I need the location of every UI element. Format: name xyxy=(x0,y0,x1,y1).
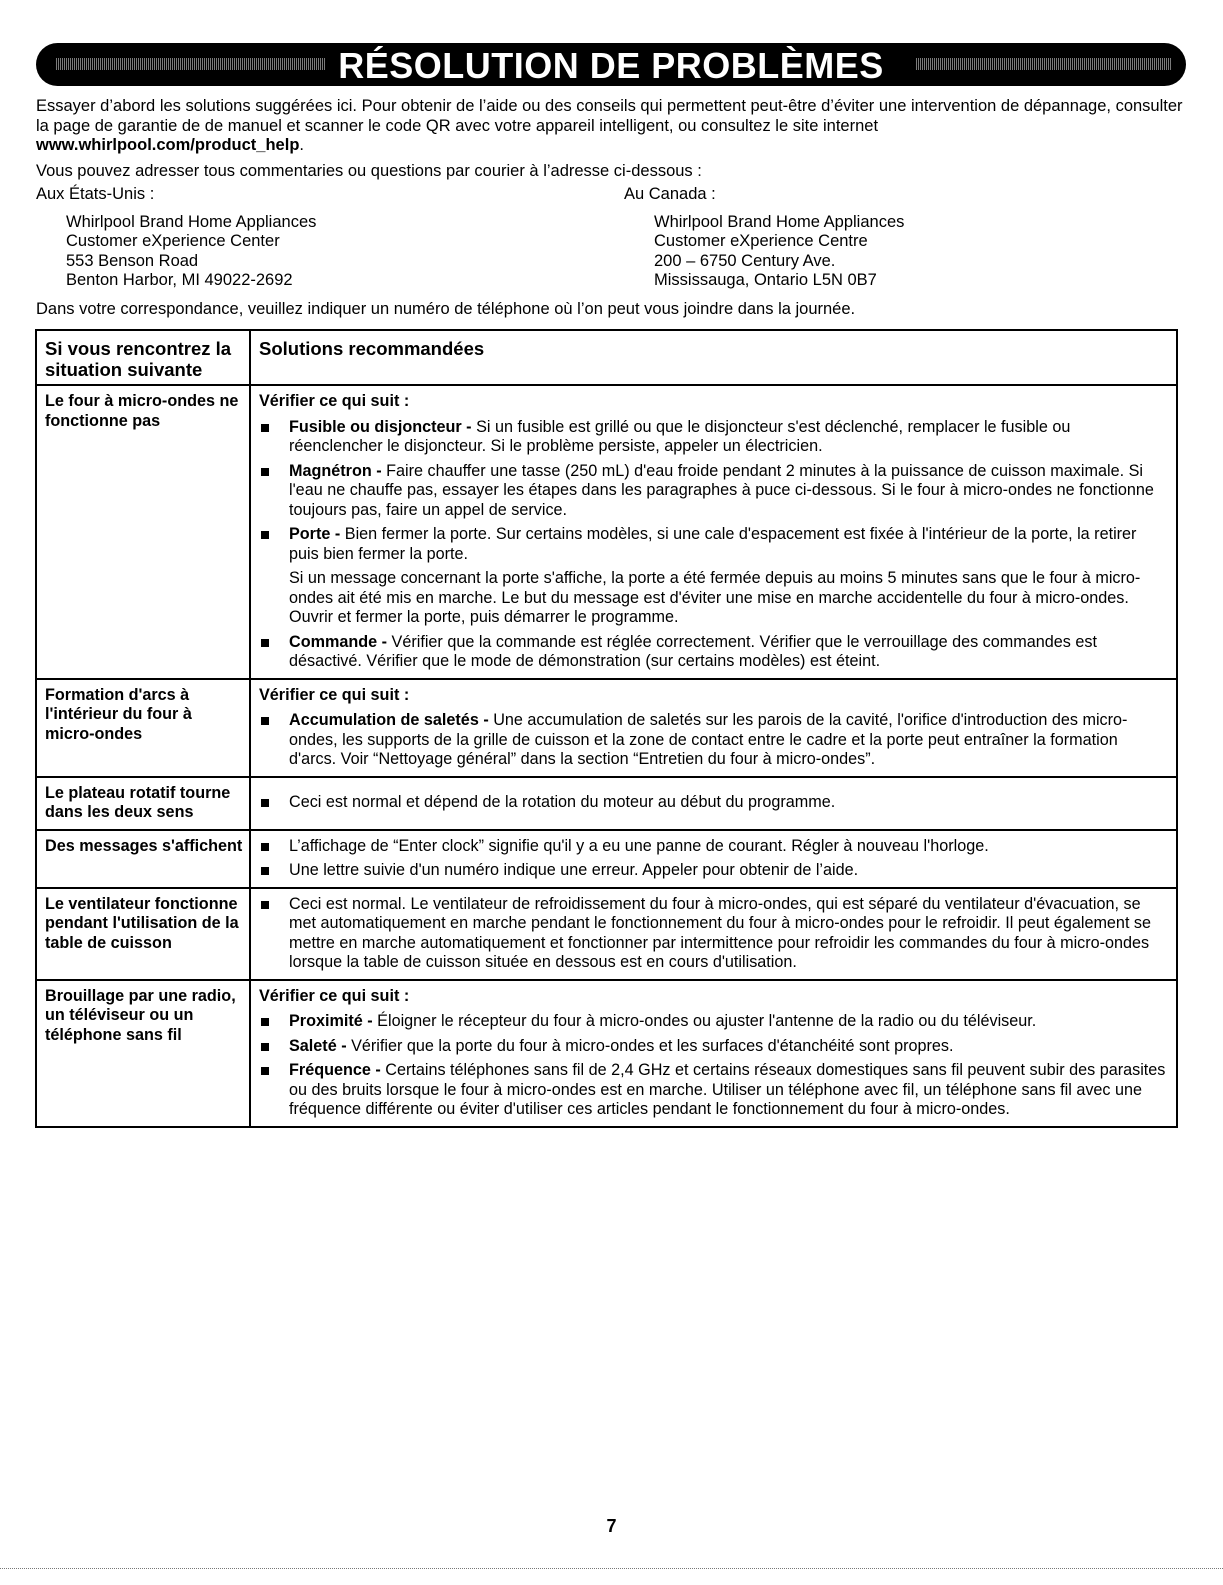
table-row xyxy=(36,830,1177,888)
item-text: Une accumulation de saletés sur les parois de la cavité, l'orifice d'introduction des micro-ondes, les supports de la grille de cuisson et la zone de contact entre le cadre et la porte peut entraîner la formation d'arcs. Voir “Nettoyage général” dans la section “Entretien du four à micro-ondes”. xyxy=(289,711,1128,768)
intro-paragraph: Essayer d’abord les solutions suggérées ici. Pour obtenir de l’aide ou des conseils qui permettent peut-être d’éviter une intervention de dépannage, consulter la page de garantie de de manuel et scanner le code QR avec votre appareil intelligent, ou consultez le site internet xyxy=(36,97,1183,135)
item-text: Ceci est normal. Le ventilateur de refroidissement du four à micro-ondes, qui est séparé du ventilateur d'évacuation, se met automatiquement en marche pendant le fonctionnement du four à micro-ondes pour le refroidir. Il peut également se mettre en marche automatiquement et fonctionner par intermittence pour refroidir les commandes du four à micro-ondes lorsque la table de cuisson située en dessous est en cours d'utilisation. xyxy=(289,894,1152,971)
solution-cell xyxy=(250,830,1177,888)
item-label: Commande - xyxy=(289,632,388,651)
item-text: Vérifier que la porte du four à micro-ondes et les surfaces d'étanchéité sont propres. xyxy=(351,1036,954,1055)
solution-cell xyxy=(250,777,1177,830)
page-title: RÉSOLUTION DE PROBLÈMES xyxy=(334,45,888,86)
list-item xyxy=(259,793,1168,813)
situation-cell: Le ventilateur fonctionne pendant l'utilisation de la table de cuisson xyxy=(36,888,250,980)
canada-address-lines xyxy=(654,213,904,291)
address-line: Customer eXperience Centre xyxy=(654,232,868,250)
check-heading: Vérifier ce qui suit : xyxy=(259,392,410,410)
table-header-row xyxy=(36,330,1177,385)
list-item xyxy=(259,711,1168,770)
intro: Essayer d’abord les solutions suggérées ici. Pour obtenir de l’aide ou des conseils qui permettent peut-être d’éviter une intervention de dépannage, consulter la page de garantie de de manuel et scanner le code QR avec votre appareil intelligent, ou consultez le site internet www.whirlpool.com/product_help. Vous pouvez adresser tous commentaries ou questions par courier à l’adresse ci-dessous : xyxy=(36,97,1186,187)
item-text: L’affichage de “Enter clock” signifie qu'il y a eu une panne de courant. Régler à nouveau l'horloge. xyxy=(289,836,989,855)
table-row xyxy=(36,679,1177,777)
item-text: Ceci est normal et dépend de la rotation du moteur au début du programme. xyxy=(289,793,836,812)
bullet-icon xyxy=(261,424,269,432)
canada-address-block xyxy=(624,185,904,291)
address-line: Customer eXperience Center xyxy=(66,232,280,250)
solution-cell xyxy=(250,980,1177,1127)
bullet-icon xyxy=(261,867,269,875)
bullet-icon xyxy=(261,901,269,909)
table-row xyxy=(36,980,1177,1127)
situation-cell: Formation d'arcs à l'intérieur du four à micro-ondes xyxy=(36,679,250,777)
bullet-icon xyxy=(261,799,269,807)
footer-divider xyxy=(0,1568,1223,1570)
item-text: Une lettre suivie d'un numéro indique une erreur. Appeler pour obtenir de l’aide. xyxy=(289,861,859,879)
list-item xyxy=(259,633,1168,672)
list-item xyxy=(259,1012,1168,1032)
situation-cell: Le four à micro-ondes ne fonctionne pas xyxy=(36,385,250,679)
bullet-icon xyxy=(261,531,269,539)
address-line: Whirlpool Brand Home Appliances xyxy=(66,212,317,231)
item-text: Bien fermer la porte. Sur certains modèles, si une cale d'espacement est fixée à l'intérieur de la porte, la retirer puis bien fermer la porte. xyxy=(289,525,1137,563)
list-item xyxy=(259,1061,1168,1120)
situation-cell: Des messages s'affichent xyxy=(36,830,250,888)
solution-cell xyxy=(250,385,1177,679)
item-label: Proximité - xyxy=(289,1012,373,1030)
list-item xyxy=(259,525,1168,628)
title-banner xyxy=(36,40,1186,90)
help-url: www.whirlpool.com/product_help xyxy=(36,136,300,154)
address-line: Benton Harbor, MI 49022-2692 xyxy=(66,271,293,289)
solution-cell xyxy=(250,888,1177,980)
address-line: Mississauga, Ontario L5N 0B7 xyxy=(654,271,877,289)
correspondence-note: Dans votre correspondance, veuillez indiquer un numéro de téléphone où l’on peut vous joindre dans la journée. xyxy=(36,300,856,318)
solution-cell xyxy=(250,679,1177,777)
address-line: 553 Benson Road xyxy=(66,251,199,270)
situation-cell: Brouillage par une radio, un téléviseur ou un téléphone sans fil xyxy=(36,980,250,1127)
bullet-icon xyxy=(261,843,269,851)
item-label: Fusible ou disjoncteur - xyxy=(289,417,472,436)
us-label: Aux États-Unis : xyxy=(36,185,155,203)
check-heading: Vérifier ce qui suit : xyxy=(259,685,410,704)
situation-cell: Le plateau rotatif tourne dans les deux sens xyxy=(36,777,250,830)
check-heading: Vérifier ce qui suit : xyxy=(259,986,410,1005)
header-situation: Si vous rencontrez la situation suivante xyxy=(36,330,250,385)
address-line: Whirlpool Brand Home Appliances xyxy=(654,212,905,231)
us-address-block xyxy=(36,185,316,291)
item-label: Fréquence - xyxy=(289,1061,381,1079)
item-label: Accumulation de saletés - xyxy=(289,711,489,729)
item-label: Magnétron - xyxy=(289,461,382,480)
bullet-icon xyxy=(261,717,269,725)
list-item xyxy=(259,861,1168,881)
intro-mail-paragraph: Vous pouvez adresser tous commentaries ou questions par courier à l’adresse ci-dessous : xyxy=(36,161,702,180)
table-row xyxy=(36,888,1177,980)
list-item xyxy=(259,837,1168,857)
item-label: Saleté - xyxy=(289,1036,347,1055)
item-text: Éloigner le récepteur du four à micro-ondes ou ajuster l'antenne de la radio ou du téléviseur. xyxy=(377,1012,1037,1030)
list-item xyxy=(259,418,1168,457)
table-row xyxy=(36,385,1177,679)
address-line: 200 – 6750 Century Ave. xyxy=(654,251,836,270)
page-number: 7 xyxy=(606,1516,617,1536)
header-solutions: Solutions recommandées xyxy=(250,330,1177,385)
list-item xyxy=(259,1037,1168,1057)
item-text: Certains téléphones sans fil de 2,4 GHz et certains réseaux domestiques sans fil peuvent subir des parasites ou des bruits lorsque le four à micro-ondes est en marche. Utiliser un téléphone avec fil, un téléphone sans fil avec une fréquence différente ou éviter d'utiliser ces articles pendant le fonctionnement du four à micro-ondes. xyxy=(289,1061,1166,1118)
bullet-icon xyxy=(261,1043,269,1051)
item-text: Vérifier que la commande est réglée correctement. Vérifier que le verrouillage des commandes est désactivé. Vérifier que le mode de démonstration (sur certains modèles) est éteint. xyxy=(289,632,1097,670)
bullet-icon xyxy=(261,468,269,476)
bullet-icon xyxy=(261,1067,269,1075)
troubleshooting-table xyxy=(35,329,1178,1128)
canada-label: Au Canada : xyxy=(624,185,716,203)
item-extra-text: Si un message concernant la porte s'affiche, la porte a été fermée depuis au moins 5 minutes sans que le four à micro-ondes ait été mis en marche. Le but du message est d'éviter une mise en marche accidentelle du four à micro-ondes. Ouvrir et fermer la porte, puis démarrer le programme. xyxy=(289,569,1141,626)
table-row xyxy=(36,777,1177,830)
us-address-lines xyxy=(66,213,316,291)
item-text: Faire chauffer une tasse (250 mL) d'eau froide pendant 2 minutes à la puissance de cuisson maximale. Si l'eau ne chauffe pas, essayer les étapes dans les paragraphes à puce ci-dessous. Si le four à micro-ondes ne fonctionne toujours pas, faire un appel de service. xyxy=(289,461,1154,519)
item-label: Porte - xyxy=(289,525,341,543)
list-item xyxy=(259,462,1168,521)
bullet-icon xyxy=(261,1018,269,1026)
bullet-icon xyxy=(261,639,269,647)
list-item xyxy=(259,895,1168,973)
item-text: Si un fusible est grillé ou que le disjoncteur s'est déclenché, remplacer le fusible ou réenclencher le disjoncteur. Si le problème persiste, appeler un électricien. xyxy=(289,417,1071,455)
